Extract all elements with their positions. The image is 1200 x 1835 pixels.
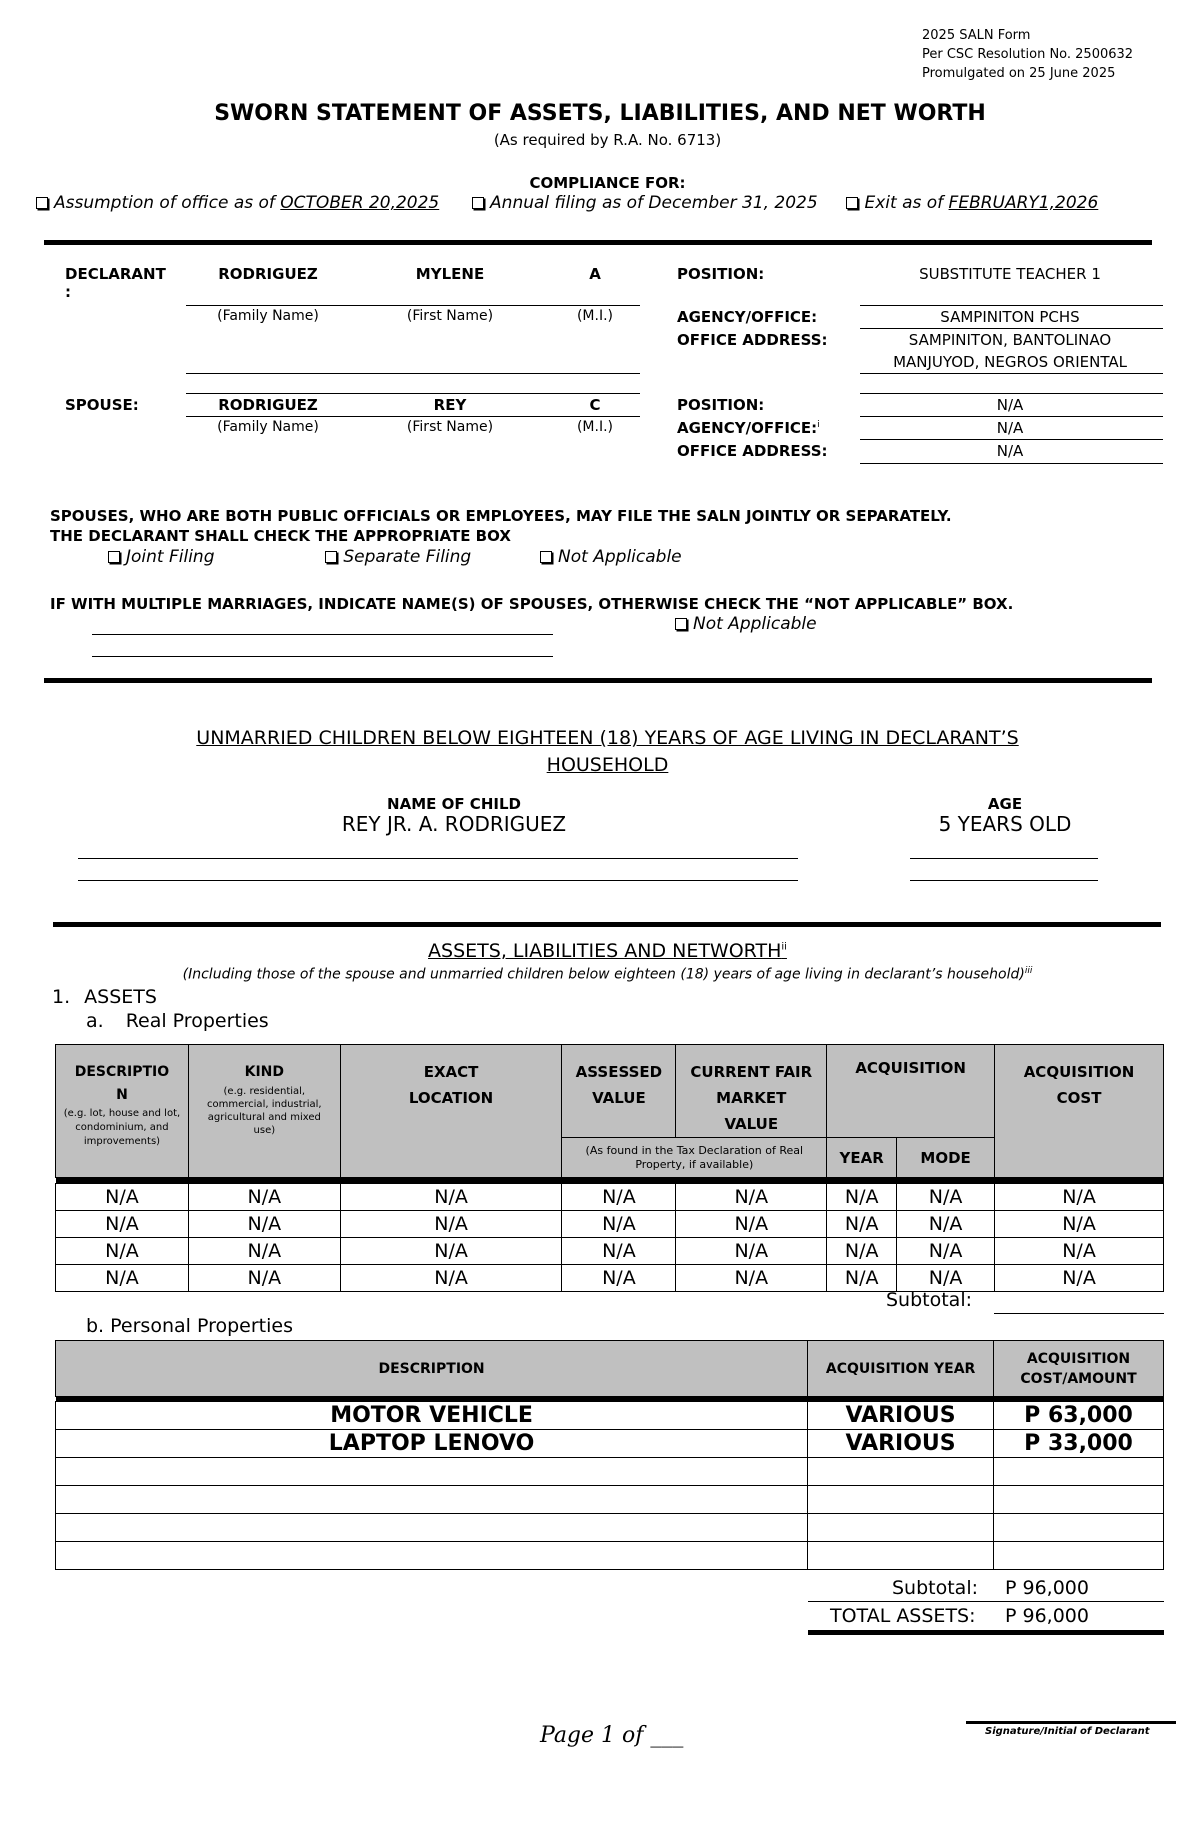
assets-subtitle-text: (Including those of the spouse and unmarried children below eighteen (18) years of age living in declarant’s household) [182, 966, 1025, 983]
marriages-not-applicable-checkbox[interactable] [675, 614, 817, 634]
table-row [56, 1486, 1164, 1514]
col-acquisition-cost [995, 1045, 1164, 1178]
checkbox-icon [325, 551, 337, 563]
table-cell: LAPTOP LENOVO [56, 1430, 808, 1458]
table-cell [808, 1514, 994, 1542]
header-text: COST/AMOUNT [1020, 1370, 1137, 1387]
header-text: ACQUISITION [1023, 1063, 1135, 1081]
header-note: (e.g. residential, commercial, industrial, agricultural and mixed use) [207, 1086, 322, 1136]
checkbox-icon [36, 197, 48, 209]
table-cell [994, 1486, 1164, 1514]
header-text: MARKET [716, 1089, 787, 1107]
page-title: SWORN STATEMENT OF ASSETS, LIABILITIES, AND NET WORTH [214, 101, 986, 126]
field-underline [860, 439, 1163, 440]
table-cell: N/A [340, 1238, 562, 1265]
table-cell: VARIOUS [808, 1402, 994, 1430]
header-text: VALUE [724, 1115, 779, 1133]
col-description [56, 1045, 189, 1178]
col-pp-description: DESCRIPTION [56, 1341, 808, 1397]
child-name: REY JR. A. RODRIGUEZ [341, 812, 567, 836]
subsection-letter: a. [86, 1010, 104, 1032]
office-address-label: OFFICE ADDRESS: [677, 331, 828, 349]
personal-properties-table [55, 1340, 1164, 1570]
header-note: (e.g. lot, house and lot, condominium, and improvements) [63, 1108, 181, 1147]
caption-mi: (M.I.) [576, 308, 614, 324]
agency-value: SAMPINITON PCHS [940, 308, 1080, 326]
signature-line[interactable] [966, 1721, 1176, 1724]
header-text: KIND [244, 1064, 285, 1080]
spouse-agency-value: N/A [996, 419, 1024, 437]
table-cell [56, 1542, 808, 1570]
assets-title [0, 940, 1200, 962]
joint-filing-label: Joint Filing [126, 547, 215, 567]
name-underline [186, 393, 640, 394]
table-row [56, 1211, 1164, 1238]
real-properties-subtotal-label: Subtotal: [886, 1289, 973, 1311]
table-cell: N/A [827, 1238, 897, 1265]
caption-family: (Family Name) [217, 419, 319, 435]
personal-properties-heading: b. Personal Properties [86, 1315, 293, 1337]
table-cell: N/A [676, 1265, 827, 1292]
table-row [56, 1542, 1164, 1570]
spouse-agency-label-text: AGENCY/OFFICE: [677, 419, 818, 437]
table-cell: N/A [676, 1184, 827, 1211]
joint-filing-checkbox[interactable] [108, 547, 215, 567]
col-year: YEAR [827, 1138, 897, 1178]
header-text: VALUE [592, 1089, 646, 1107]
subsection-title: Real Properties [125, 1010, 269, 1032]
tax-declaration-note: (As found in the Tax Declaration of Real Property, if available) [562, 1138, 827, 1178]
table-row [56, 1458, 1164, 1486]
divider [44, 240, 1152, 245]
header-text: ACQUISITION [1026, 1350, 1131, 1367]
table-row [56, 1430, 1164, 1458]
subtotal-line [808, 1601, 1164, 1602]
field-underline [860, 463, 1163, 464]
assumption-date: OCTOBER 20,2025 [280, 193, 440, 213]
table-cell: N/A [897, 1211, 995, 1238]
table-cell: N/A [56, 1211, 189, 1238]
table-row [56, 1514, 1164, 1542]
signature-caption: Signature/Initial of Declarant [985, 1726, 1150, 1737]
checkbox-icon [540, 551, 552, 563]
field-underline [860, 393, 1163, 394]
table-cell [994, 1514, 1164, 1542]
assets-title-text: ASSETS, LIABILITIES AND NETWORTH [428, 940, 782, 962]
spouse-first-name: REY [433, 396, 467, 414]
spouse-agency-label [677, 419, 820, 437]
table-cell: N/A [188, 1238, 340, 1265]
spouse-position-label: POSITION: [677, 396, 765, 414]
table-row [56, 1402, 1164, 1430]
form-reference [922, 26, 1133, 83]
table-cell [56, 1486, 808, 1514]
table-cell: N/A [340, 1211, 562, 1238]
table-cell [808, 1486, 994, 1514]
header-text: LOCATION [408, 1089, 494, 1107]
table-cell: N/A [827, 1184, 897, 1211]
footnote-marker: i [817, 420, 820, 430]
table-cell: N/A [56, 1238, 189, 1265]
children-title-line: UNMARRIED CHILDREN BELOW EIGHTEEN (18) YEARS OF AGE LIVING IN DECLARANT’S [196, 727, 1019, 749]
table-cell: N/A [995, 1238, 1164, 1265]
table-cell: N/A [827, 1211, 897, 1238]
caption-first: (First Name) [406, 308, 494, 324]
col-pp-year: ACQUISITION YEAR [808, 1341, 994, 1397]
field-underline [860, 373, 1163, 374]
table-cell: N/A [676, 1211, 827, 1238]
compliance-options [36, 193, 1098, 213]
name-underline [186, 373, 640, 374]
table-cell: N/A [562, 1238, 676, 1265]
annual-label: Annual filing as of December 31, 2025 [490, 193, 818, 213]
checkbox-icon [108, 551, 120, 563]
checkbox-icon [675, 618, 687, 630]
exit-label: Exit as of [864, 193, 949, 213]
children-title [0, 725, 1200, 779]
spouse-label: SPOUSE: [65, 396, 139, 414]
annual-checkbox[interactable] [472, 193, 818, 213]
table-cell [808, 1458, 994, 1486]
assets-section-heading [52, 986, 157, 1008]
col-kind [188, 1045, 340, 1178]
marriages-not-applicable-label: Not Applicable [693, 614, 817, 634]
compliance-label: COMPLIANCE FOR: [529, 174, 686, 192]
col-pp-cost [994, 1341, 1164, 1397]
header-text: ASSESSED [575, 1063, 663, 1081]
assumption-checkbox[interactable] [36, 193, 439, 213]
separate-filing-checkbox[interactable] [325, 547, 471, 567]
child-name-header: NAME OF CHILD [387, 795, 521, 813]
table-cell: N/A [340, 1184, 562, 1211]
table-cell [994, 1542, 1164, 1570]
col-acquisition: ACQUISITION [827, 1045, 995, 1138]
subtotal-line [994, 1313, 1164, 1314]
caption-mi: (M.I.) [576, 419, 614, 435]
page-number: Page 1 of ___ [540, 1723, 684, 1748]
caption-family: (Family Name) [217, 308, 319, 324]
exit-date: FEBRUARY1,2026 [948, 193, 1099, 213]
personal-properties-subtotal-label: Subtotal: [892, 1577, 979, 1599]
spouse-family-name: RODRIGUEZ [218, 396, 318, 414]
declarant-label-colon: : [65, 283, 71, 301]
table-cell: P 63,000 [994, 1402, 1164, 1430]
assets-subtitle [0, 966, 1200, 983]
child-name-line [78, 880, 798, 881]
office-address-line1: SAMPINITON, BANTOLINAO [908, 331, 1112, 349]
real-properties-heading [86, 1010, 269, 1032]
table-cell: N/A [897, 1265, 995, 1292]
total-assets-value: P 96,000 [1005, 1605, 1089, 1627]
not-applicable-label: Not Applicable [558, 547, 682, 567]
caption-first: (First Name) [406, 419, 494, 435]
total-assets-label: TOTAL ASSETS: [830, 1605, 976, 1627]
child-age-header: AGE [987, 795, 1023, 813]
field-underline [860, 328, 1163, 329]
table-cell: P 33,000 [994, 1430, 1164, 1458]
field-underline [860, 416, 1163, 417]
table-cell: N/A [188, 1211, 340, 1238]
field-underline [860, 305, 1163, 306]
not-applicable-checkbox[interactable] [540, 547, 682, 567]
table-cell: N/A [56, 1184, 189, 1211]
table-cell: N/A [562, 1211, 676, 1238]
office-address-line2: MANJUYOD, NEGROS ORIENTAL [893, 353, 1127, 371]
agency-label: AGENCY/OFFICE: [677, 308, 818, 326]
assumption-label: Assumption of office as of [54, 193, 281, 213]
spouse-address-label: OFFICE ADDRESS: [677, 442, 828, 460]
position-label: POSITION: [677, 265, 765, 283]
col-location [340, 1045, 562, 1178]
declarant-label-text: DECLARANT [65, 265, 166, 283]
form-line: Per CSC Resolution No. 2500632 [922, 47, 1134, 62]
table-cell: N/A [827, 1265, 897, 1292]
total-underline [808, 1630, 1164, 1635]
form-line: 2025 SALN Form [922, 28, 1031, 43]
checkbox-icon [472, 197, 484, 209]
spouse-position-value: N/A [996, 396, 1024, 414]
table-cell [994, 1458, 1164, 1486]
table-row [56, 1184, 1164, 1211]
header-text: N [116, 1087, 128, 1103]
checkbox-icon [846, 197, 858, 209]
table-cell: N/A [340, 1265, 562, 1292]
footnote-marker: iii [1024, 966, 1033, 976]
spouse-mi: C [589, 396, 601, 414]
table-cell: VARIOUS [808, 1430, 994, 1458]
spouse-address-value: N/A [996, 442, 1024, 460]
header-text: CURRENT FAIR [690, 1063, 813, 1081]
col-mode: MODE [897, 1138, 995, 1178]
table-cell: N/A [56, 1265, 189, 1292]
child-age: 5 YEARS OLD [938, 812, 1072, 836]
header-text: COST [1056, 1089, 1102, 1107]
table-cell: N/A [897, 1238, 995, 1265]
filing-instruction: SPOUSES, WHO ARE BOTH PUBLIC OFFICIALS OR EMPLOYEES, MAY FILE THE SALN JOINTLY OR SEPARATELY. [50, 507, 952, 525]
table-cell [56, 1514, 808, 1542]
table-cell: N/A [995, 1265, 1164, 1292]
child-name-line [78, 858, 798, 859]
col-fair-market-value [676, 1045, 827, 1138]
table-row [56, 1238, 1164, 1265]
table-row [56, 1265, 1164, 1292]
table-cell: MOTOR VEHICLE [56, 1402, 808, 1430]
child-age-line [910, 858, 1098, 859]
real-properties-table [55, 1044, 1164, 1292]
name-underline [186, 416, 640, 417]
divider [53, 922, 1161, 927]
table-cell: N/A [897, 1184, 995, 1211]
table-cell: N/A [995, 1211, 1164, 1238]
section-title: ASSETS [84, 986, 157, 1008]
exit-checkbox[interactable] [846, 193, 1098, 213]
table-cell: N/A [188, 1265, 340, 1292]
filing-instruction-2: THE DECLARANT SHALL CHECK THE APPROPRIATE BOX [50, 527, 511, 545]
personal-properties-subtotal: P 96,000 [1005, 1577, 1089, 1599]
table-cell [56, 1458, 808, 1486]
table-cell: N/A [676, 1238, 827, 1265]
section-number: 1. [52, 986, 71, 1008]
spouse-name-line[interactable] [92, 656, 553, 657]
declarant-label [65, 265, 166, 301]
declarant-family-name: RODRIGUEZ [218, 265, 318, 283]
header-text: DESCRIPTIO [74, 1064, 170, 1080]
declarant-mi: A [589, 265, 601, 283]
footnote-marker: ii [781, 941, 787, 953]
table-cell: N/A [995, 1184, 1164, 1211]
form-line: Promulgated on 25 June 2025 [922, 66, 1116, 81]
divider [44, 678, 1152, 683]
filing-options [108, 547, 682, 567]
col-assessed-value [562, 1045, 676, 1138]
spouse-name-line[interactable] [92, 634, 553, 635]
position-value: SUBSTITUTE TEACHER 1 [919, 265, 1101, 283]
header-text: EXACT [423, 1063, 479, 1081]
children-title-line: HOUSEHOLD [546, 754, 669, 776]
table-cell [808, 1542, 994, 1570]
declarant-first-name: MYLENE [415, 265, 485, 283]
child-age-line [910, 880, 1098, 881]
page-subtitle: (As required by R.A. No. 6713) [493, 131, 722, 149]
separate-filing-label: Separate Filing [343, 547, 472, 567]
table-cell: N/A [562, 1184, 676, 1211]
table-cell: N/A [188, 1184, 340, 1211]
table-cell: N/A [562, 1265, 676, 1292]
multiple-marriages-instruction: IF WITH MULTIPLE MARRIAGES, INDICATE NAME(S) OF SPOUSES, OTHERWISE CHECK THE “NOT APPLICABLE” BOX. [50, 595, 1014, 613]
name-underline [186, 305, 640, 306]
